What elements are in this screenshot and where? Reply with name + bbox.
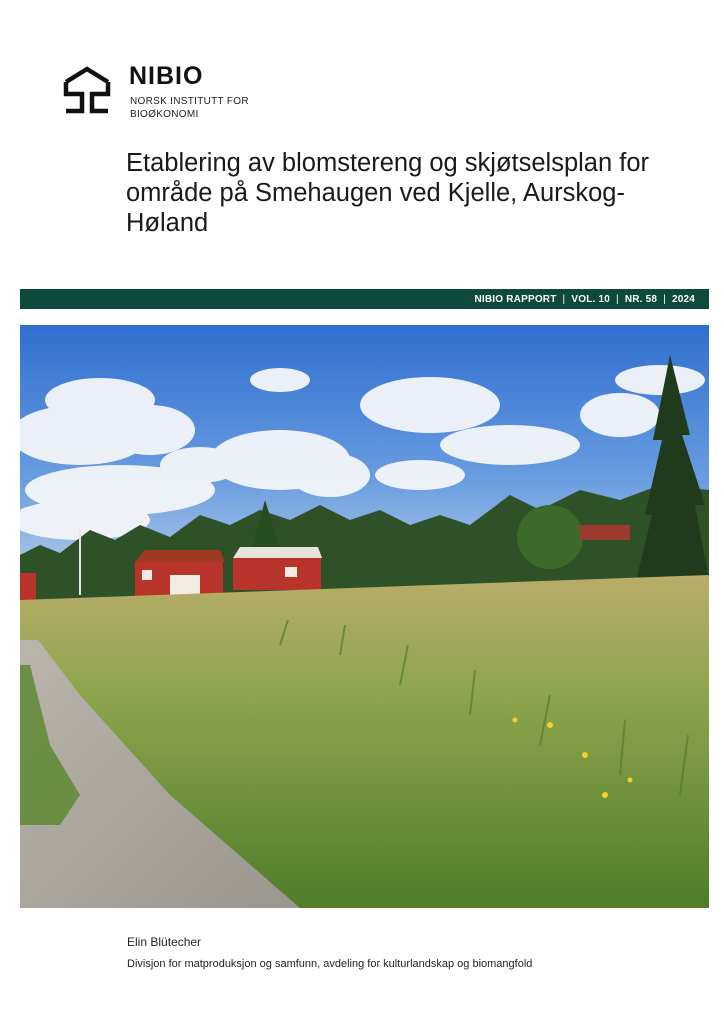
nibio-logo-icon: [62, 64, 112, 116]
series-label: NIBIO RAPPORT: [474, 293, 557, 305]
volume-label: VOL. 10: [571, 293, 610, 305]
logo-subtitle: [130, 95, 249, 121]
logo-subtitle-line1: NORSK INSTITUTT FOR: [130, 96, 249, 107]
round-tree: [517, 505, 583, 569]
number-label: NR. 58: [624, 293, 658, 305]
separator: |: [663, 293, 666, 305]
author-division: Divisjon for matproduksjon og samfunn, avdeling for kulturlandskap og biomangfold: [127, 958, 533, 970]
report-info-band: [20, 289, 709, 309]
year-label: 2024: [671, 293, 695, 305]
author-name: Elin Blütecher: [127, 935, 202, 949]
logo-subtitle-line2: BIOØKONOMI: [130, 109, 199, 120]
report-title: Etablering av blomstereng og skjøtselsplan for område på Smehaugen ved Kjelle, Aurskog-Høland: [126, 149, 650, 237]
separator: |: [616, 293, 619, 305]
separator: |: [562, 293, 566, 305]
logo-name: NIBIO: [129, 62, 204, 90]
cover-photo: [20, 325, 709, 908]
